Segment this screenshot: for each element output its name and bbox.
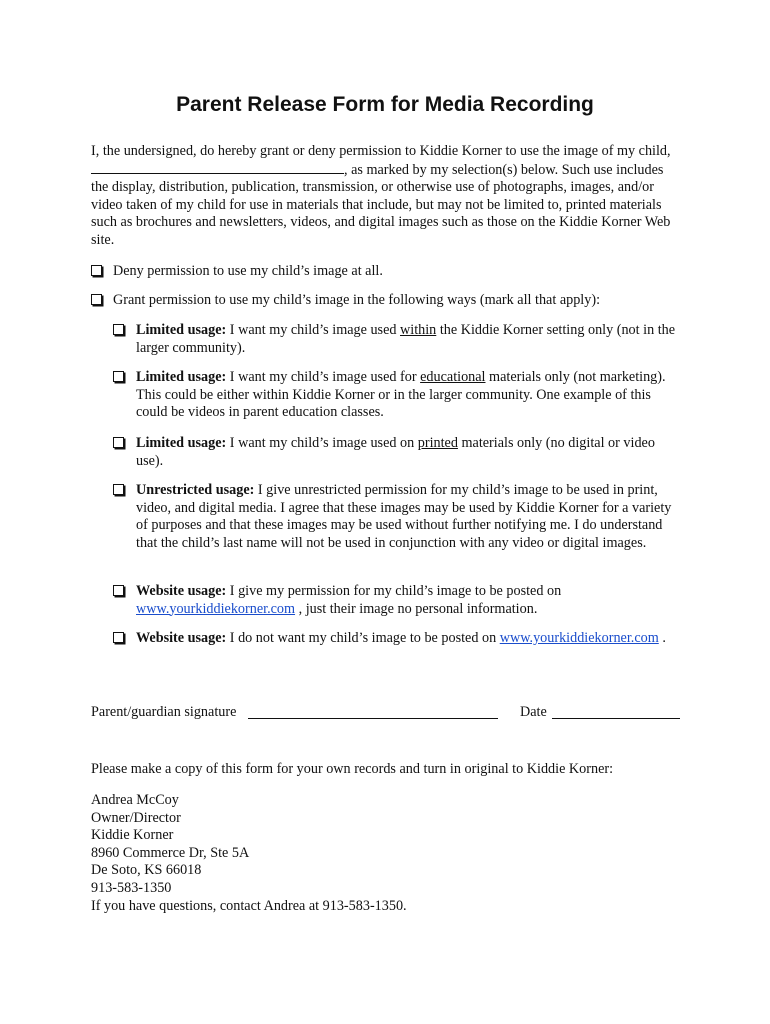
checkbox-icon[interactable] xyxy=(113,437,124,448)
checkbox-icon[interactable] xyxy=(113,632,124,643)
option-text: materials only (not marketing). This could be either within Kiddie Korner or in the larger community. One example of this could be videos in parent education classes. xyxy=(136,369,666,421)
intro-text-end: , as marked by my selection(s) below. Such use includes the display, distribution, publication, transmission, or otherwise use of photographs, images, and/or video taken of my child for use in materials that include, but may not be limited to, printed materials such as brochures and newsletters, videos, and digital images such as those on the Kiddie Korner Web site. xyxy=(91,161,671,248)
option-deny-text: Deny permission to use my child’s image at all. xyxy=(113,263,383,279)
contact-phone: 913-583-1350 xyxy=(91,879,172,896)
checkbox-icon[interactable] xyxy=(91,294,102,305)
contact-org: Kiddie Korner xyxy=(91,827,174,844)
option-text: I give unrestricted permission for my child’s image to be used in print, video, and digital media. I agree that these images may be used by Kiddie Korner for a variety of purposes and that these images may be used without further notifying me. I do understand that the child’s last name will not be used in conjunction with any video or digital images. xyxy=(136,482,672,551)
option-text: I want my child’s image used xyxy=(229,322,397,338)
option-grant xyxy=(91,292,681,310)
option-limited-printed-text xyxy=(113,435,681,470)
option-text: . xyxy=(662,630,666,646)
contact-street: 8960 Commerce Dr, Ste 5A xyxy=(91,844,250,861)
option-limited-setting-text xyxy=(113,322,681,357)
option-text: materials only (no digital or video use). xyxy=(136,435,655,469)
option-emphasis: printed xyxy=(417,435,458,451)
option-text: , just their image no personal information. xyxy=(298,600,538,617)
option-deny xyxy=(91,263,681,281)
option-website-yes xyxy=(113,583,681,618)
option-limited-educational xyxy=(113,369,681,422)
option-limited-educational-text xyxy=(113,369,681,422)
option-limited-setting xyxy=(113,322,681,357)
option-label: Website usage: xyxy=(136,583,227,599)
copy-instructions: Please make a copy of this form for your own records and turn in original to Kiddie Korner: xyxy=(91,761,614,777)
option-website-no-text xyxy=(113,630,681,648)
option-grant-text: Grant permission to use my child’s image in the following ways (mark all that apply): xyxy=(113,292,601,308)
option-limited-printed xyxy=(113,435,681,470)
contact-city: De Soto, KS 66018 xyxy=(91,862,202,879)
checkbox-icon[interactable] xyxy=(91,265,102,276)
option-text: I want my child’s image used for xyxy=(229,369,417,385)
option-unrestricted xyxy=(113,482,681,552)
option-text: the Kiddie Korner setting only (not in the larger community). xyxy=(136,322,676,356)
checkbox-icon[interactable] xyxy=(113,484,124,495)
option-unrestricted-text xyxy=(113,482,681,552)
contact-name: Andrea McCoy xyxy=(91,792,179,808)
date-field[interactable] xyxy=(552,704,680,719)
option-text: I give my permission for my child’s image to be posted on xyxy=(229,583,562,599)
option-label: Limited usage: xyxy=(136,369,227,385)
option-label: Limited usage: xyxy=(136,322,227,338)
contact-questions: If you have questions, contact Andrea at 913-583-1350. xyxy=(91,897,407,914)
intro-text-start: I, the undersigned, do hereby grant or deny permission to Kiddie Korner to use the image of my child, xyxy=(91,143,671,159)
option-emphasis: educational xyxy=(420,369,486,385)
parent-signature-label: Parent/guardian signature xyxy=(91,704,237,720)
website-link[interactable]: www.yourkiddiekorner.com xyxy=(136,600,296,617)
contact-role: Owner/Director xyxy=(91,809,181,826)
option-text: I want my child’s image used on xyxy=(229,435,415,451)
option-label: Website usage: xyxy=(136,630,227,646)
parent-signature-field[interactable] xyxy=(248,704,498,719)
option-website-no xyxy=(113,630,681,648)
page-title: Parent Release Form for Media Recording xyxy=(176,93,594,116)
intro-paragraph xyxy=(91,143,681,250)
checkbox-icon[interactable] xyxy=(113,371,124,382)
option-label: Limited usage: xyxy=(136,435,227,451)
child-name-blank[interactable] xyxy=(91,161,344,174)
website-link[interactable]: www.yourkiddiekorner.com xyxy=(499,630,659,646)
checkbox-icon[interactable] xyxy=(113,585,124,596)
option-text: I do not want my child’s image to be posted on xyxy=(229,630,497,646)
contact-block xyxy=(91,792,691,915)
checkbox-icon[interactable] xyxy=(113,324,124,335)
date-label: Date xyxy=(520,704,547,720)
option-emphasis: within xyxy=(400,322,437,338)
option-website-yes-text xyxy=(113,583,681,618)
option-label: Unrestricted usage: xyxy=(136,482,255,498)
